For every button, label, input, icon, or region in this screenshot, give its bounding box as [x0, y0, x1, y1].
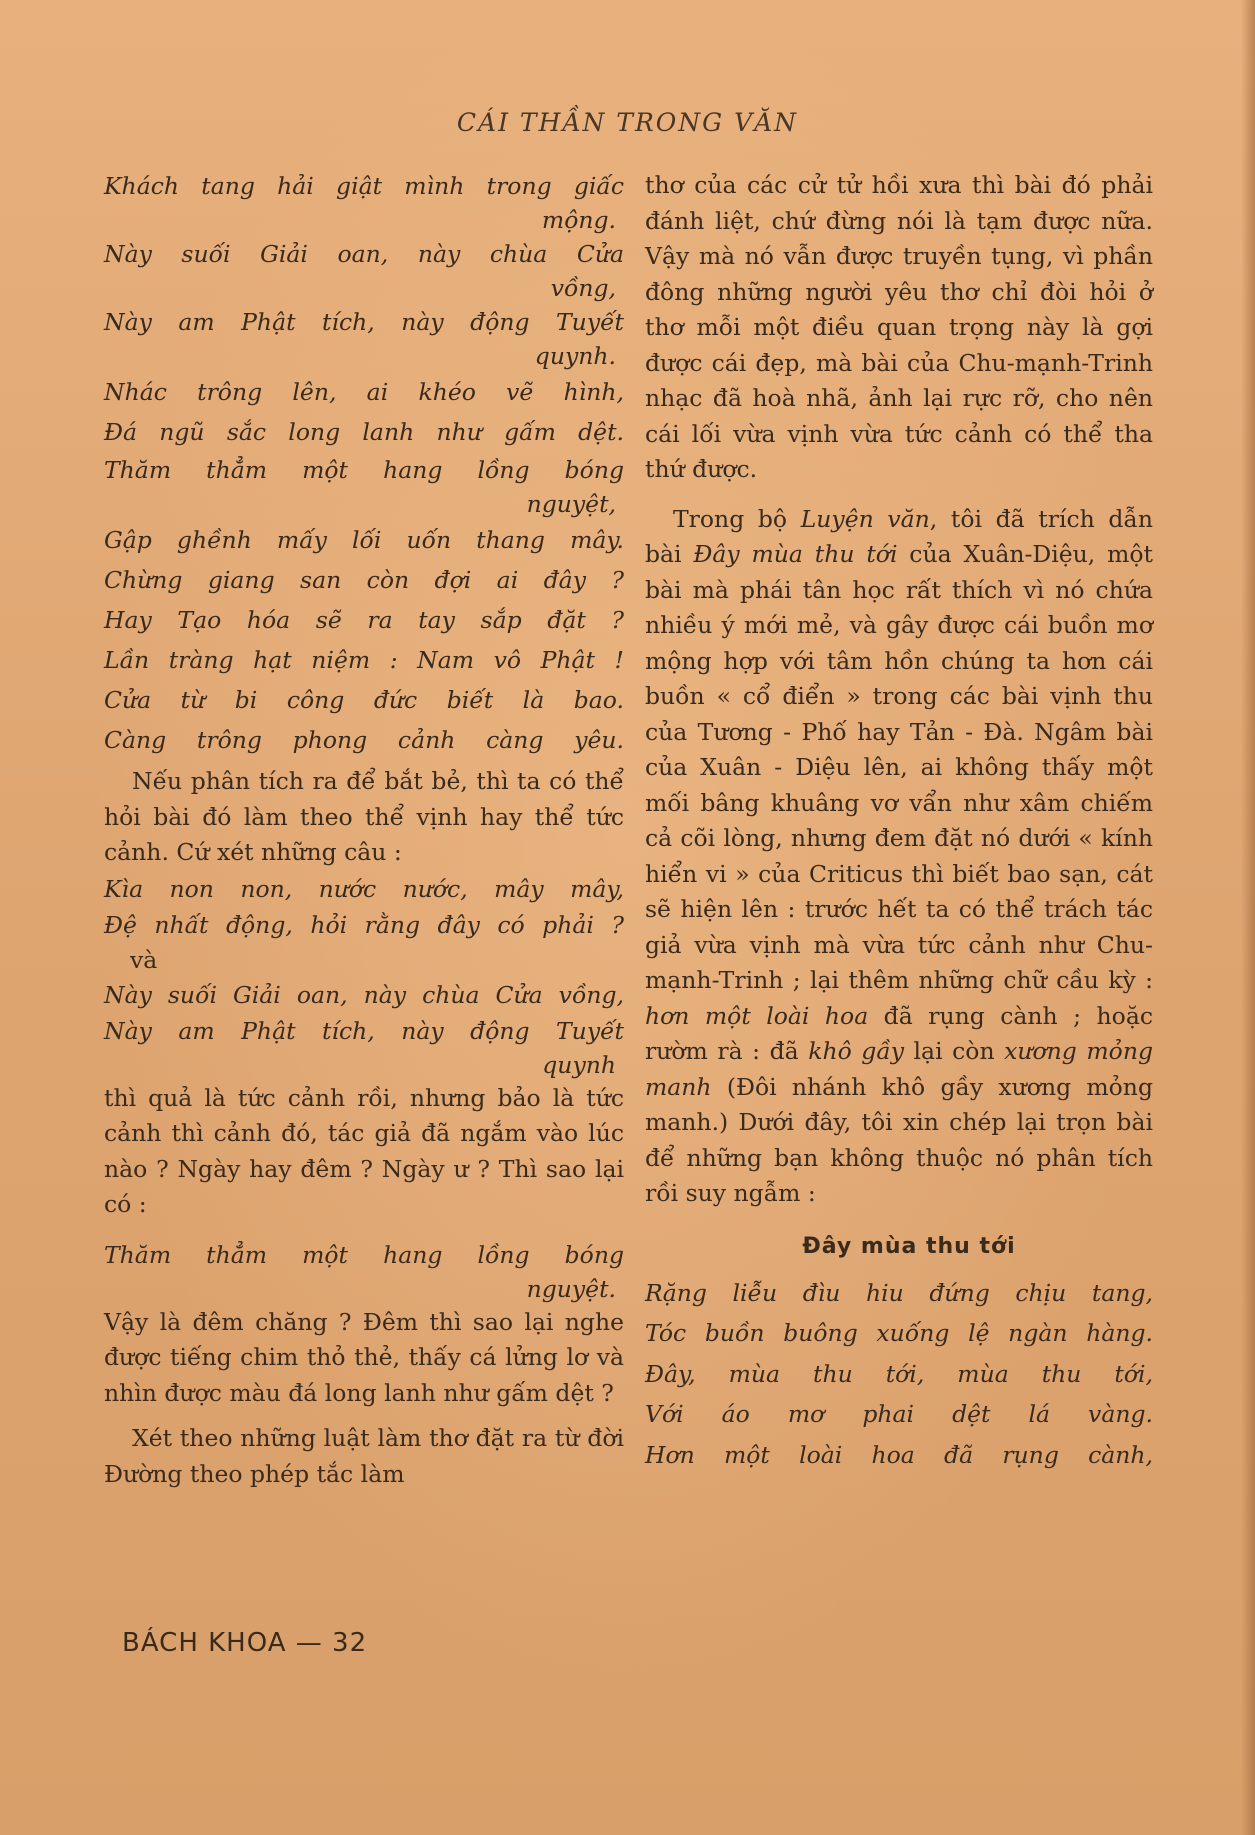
poem-line: Cửa từ bi công đức biết là bao. — [104, 686, 624, 714]
quote-line: Kìa non non, nước nước, mây mây, — [104, 874, 624, 903]
text-run: lại còn — [904, 1037, 1005, 1065]
poem-line: Đá ngũ sắc long lanh như gấm dệt. — [104, 418, 624, 446]
poem-line: Với áo mơ phai dệt lá vàng. — [645, 1400, 1153, 1428]
quote-line: Thăm thẳm một hang lồng bóng — [104, 1240, 624, 1269]
body-paragraph: Vậy là đêm chăng ? Đêm thì sao lại nghe được tiếng chim thỏ thẻ, thấy cá lửng lơ và nhìn được màu đá long lanh như gấm dệt ? — [104, 1307, 624, 1407]
text-run: (Đôi nhánh khô gầy xương mỏng manh.) Dưới đây, tôi xin chép lại trọn bài để những bạn không thuộc nó phân tích rồi suy ngẫm : — [645, 1072, 1153, 1207]
poem-line-continuation: nguyệt, — [526, 490, 616, 518]
quote-line-continuation: quynh — [542, 1050, 616, 1079]
body-paragraph: Xét theo những luật làm thơ đặt ra từ đời Đường theo phép tắc làm — [104, 1424, 624, 1488]
book-title: Luyện văn — [800, 504, 930, 533]
connector-word: và — [130, 945, 158, 974]
quoted-phrase: xương mỏng manh — [645, 1037, 1153, 1101]
left-column — [104, 168, 624, 1492]
poem-block — [104, 168, 624, 760]
quote-line: Này suối Giải oan, này chùa Cửa vồng, — [104, 980, 624, 1009]
text-run: của Xuân-Diệu, một bài mà phái tân học rất thích vì nó chứa nhiều ý mới mẻ, và gây được cái buồn mơ mộng hợp với tâm hồn chúng ta hơn cái buồn « cổ điển » trong các bài vịnh thu của Tương - Phố hay Tản - Đà. Ngâm bài của Xuân - Diệu lên, ai không thấy một mối bâng khuâng vơ vẩn như xâm chiếm cả cõi lòng, nhưng đem đặt nó dưới « kính hiển vi » của Criticus thì biết bao sạn, cát sẽ hiện lên : trước hết ta có thể trách tác giả vừa vịnh mà vừa tức cảnh như Chu-mạnh-Trinh ; lại thêm những chữ cầu kỳ : — [645, 540, 1153, 994]
quoted-phrase: khô gầy — [808, 1037, 904, 1065]
body-paragraph: Nếu phân tích ra để bắt bẻ, thì ta có thể hỏi bài đó làm theo thể vịnh hay thể tức cảnh. Cứ xét những câu : — [104, 767, 624, 866]
poem-line-continuation: mộng. — [541, 206, 616, 234]
poem-line: Nhác trông lên, ai khéo vẽ hình, — [104, 378, 624, 406]
page-footer: BÁCH KHOA — 32 — [122, 1628, 368, 1658]
poem-line-continuation: vồng, — [550, 274, 616, 302]
poem-heading: Đây mùa thu tới — [802, 1233, 1016, 1259]
quote-line-continuation: nguyệt. — [526, 1274, 616, 1303]
poem-line: Thăm thẳm một hang lồng bóng — [104, 456, 624, 484]
poem-line: Khách tang hải giật mình trong giấc — [104, 172, 624, 200]
poem-line: Đây, mùa thu tới, mùa thu tới, — [645, 1359, 1153, 1388]
running-title: CÁI THẦN TRONG VĂN — [456, 108, 799, 137]
poem-line: Này am Phật tích, này động Tuyết — [104, 308, 624, 336]
poem-line: Lần tràng hạt niệm : Nam vô Phật ! — [104, 646, 624, 674]
poem-line: Hay Tạo hóa sẽ ra tay sắp đặt ? — [104, 606, 624, 634]
text-run: , tôi đã trích dẫn bài — [645, 504, 1153, 568]
quote-line: Đệ nhất động, hỏi rằng đây có phải ? — [104, 910, 624, 939]
poem-block — [645, 1273, 1153, 1476]
quoted-phrase: hơn một loài hoa — [645, 1001, 869, 1030]
poem-line-continuation: quynh. — [534, 342, 616, 370]
text-run: Trong bộ — [673, 504, 801, 533]
poem-line: Rặng liễu đìu hiu đứng chịu tang, — [645, 1278, 1153, 1307]
poem-line: Càng trông phong cảnh càng yêu. — [104, 726, 624, 754]
poem-line: Tóc buồn buông xuống lệ ngàn hàng. — [645, 1319, 1153, 1347]
poem-line: Này suối Giải oan, này chùa Cửa — [104, 240, 624, 268]
poem-line: Chừng giang san còn đợi ai đây ? — [104, 566, 624, 594]
poem-line: Hơn một loài hoa đã rụng cành, — [645, 1440, 1153, 1469]
quote-line: Này am Phật tích, này động Tuyết — [104, 1016, 624, 1045]
right-column — [645, 168, 1153, 1475]
poem-title-reference: Đây mùa thu tới — [693, 540, 898, 568]
body-paragraph: thơ của các cử tử hồi xưa thì bài đó phải đánh liệt, chứ đừng nói là tạm được nữa. Vậy mà nó vẫn được truyền tụng, vì phần đông những người yêu thơ chỉ đòi hỏi ở thơ mỗi một điều quan trọng này là gợi được cái đẹp, mà bài của Chu-mạnh-Trinh nhạc đã hoà nhã, ảnh lại rực rỡ, cho nên cái lối vừa vịnh vừa tức cảnh có thể tha thứ được. — [645, 171, 1153, 483]
body-paragraph — [645, 502, 1153, 1212]
body-paragraph: thì quả là tức cảnh rồi, nhưng bảo là tức cảnh thì cảnh đó, tác giả đã ngắm vào lúc nào ? Ngày hay đêm ? Ngày ư ? Thì sao lại có : — [104, 1083, 624, 1218]
text-run: đã rụng cành ; hoặc rườm rà : đã — [645, 1001, 1153, 1065]
poem-line: Gập ghềnh mấy lối uốn thang mây. — [104, 526, 624, 554]
